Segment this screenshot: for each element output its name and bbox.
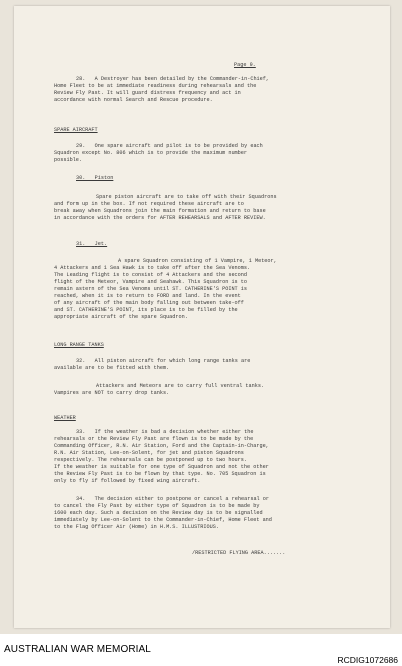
text-line: 34. The decision either to postpone or cancel a rehearsal or [76,496,270,502]
text-line: only to fly if followed by fixed wing aircraft. [54,478,201,484]
text-line: appropriate aircraft of the spare Squadron. [54,314,188,320]
section-heading-spare-aircraft: SPARE AIRCRAFT [54,127,98,133]
text-line: respectively. The rehearsals can be postponed up to two hours. [54,457,248,463]
page-number: Page 9. [234,62,256,68]
text-line: Vampires are NOT to carry drop tanks. [54,390,170,396]
text-line: If the weather is suitable for one type of Squadron and not the other [54,464,269,470]
subheading-piston: 30. Piston [76,175,114,181]
text-line: Review Fly Past. It will guard distress frequency and act in [54,90,241,96]
text-line: Commanding Officer, R.N. Air Station, Ford and the Captain-in-Charge, [54,443,269,449]
text-line: flight of the Meteor, Vampire and Seahawk. This Squadron is to [54,279,248,285]
section-heading-weather: WEATHER [54,415,76,421]
text-line: reached, when it is to return to FORD and land. In the event [54,293,241,299]
text-line: Spare piston aircraft are to take off with their Squadrons [96,194,277,200]
text-line: of any aircraft of the main body falling out between take-off [54,300,244,306]
text-line: Home Fleet to be at immediate readiness during rehearsals and the [54,83,257,89]
text-line: and form up in the box. If not required these aircraft are to [54,201,244,207]
text-line: break away when Squadrons join the main formation and return to base [54,208,266,214]
text-line: 33. If the weather is bad a decision whether either the [76,429,254,435]
text-line: remain astern of the Sea Venoms until ST. CATHERINE'S POINT is [54,286,248,292]
text-line: possible. [54,157,83,163]
text-line: 32. All piston aircraft for which long range tanks are [76,358,251,364]
text-line: Attackers and Meteors are to carry full ventral tanks. [96,383,265,389]
text-line: R.N. Air Station, Lee-on-Solent, for jet and piston Squadrons [54,450,244,456]
text-line: 28. A Destroyer has been detailed by the Commander-in-Chief, [76,76,270,82]
text-line: and ST. CATHERINE'S POINT, its place is to be filled by the [54,307,238,313]
text-line: rehearsals or the Review Fly Past are flown is to be made by the [54,436,254,442]
archive-reference: RCDIG1072686 [337,655,398,665]
continuation-catchword: /RESTRICTED FLYING AREA....... [192,550,286,556]
text-line: 1600 each day. Such a decision on the Review day is to be signalled [54,510,263,516]
text-line: to the Flag Officer Air (Home) in H.M.S. ILLUSTRIOUS. [54,524,219,530]
text-line: immediately by Lee-on-Solent to the Commander-in-Chief, Home Fleet and [54,517,272,523]
text-line: The Leading flight is to consist of 4 Attackers and the second [54,272,248,278]
section-heading-long-range-tanks: LONG RANGE TANKS [54,342,104,348]
text-line: accordance with normal Search and Rescue procedure. [54,97,213,103]
text-line: A spare Squadron consisting of 1 Vampire, 1 Meteor, [118,258,277,264]
archive-footer [0,634,402,666]
text-line: available are to be fitted with them. [54,365,170,371]
text-line: 4 Attackers and 1 Sea Hawk is to take off after the Sea Venoms. [54,265,251,271]
archive-name: AUSTRALIAN WAR MEMORIAL [4,644,151,655]
text-line: the Review Fly Past is to be flown by that type. No. 705 Squadron is [54,471,266,477]
document-body [14,6,390,628]
text-line: in accordance with the orders for AFTER REHEARSALS and AFTER REVIEW. [54,215,266,221]
text-line: Squadron except No. 806 which is to provide the maximum number [54,150,248,156]
text-line: to cancel the Fly Past by either type of Squadron is to be made by [54,503,260,509]
document-sheet [14,6,390,628]
text-line: 29. One spare aircraft and pilot is to be provided by each [76,143,263,149]
subheading-jet: 31. Jet. [76,241,108,247]
